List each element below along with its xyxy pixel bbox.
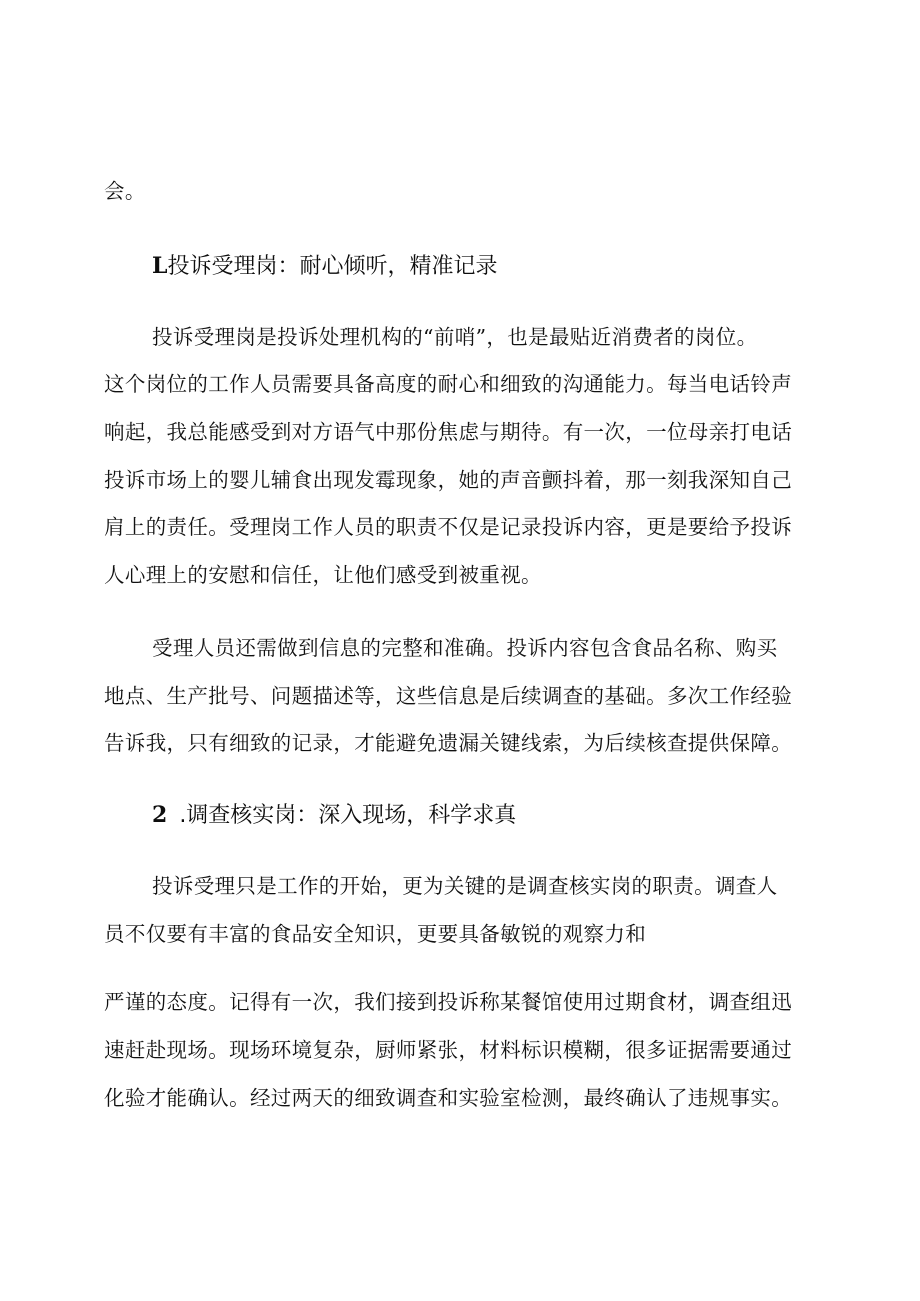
section-number-2: 2: [152, 802, 168, 828]
section-heading-1: [152, 250, 497, 283]
paragraph-line: 这个岗位的工作人员需要具备高度的耐心和细致的沟通能力。每当电话铃声: [104, 372, 793, 396]
section-heading-2: [152, 799, 516, 832]
paragraph-line: 速赶赴现场。现场环境复杂，厨师紧张，材料标识模糊，很多证据需要通过: [104, 1038, 793, 1062]
paragraph-line: 肩上的责任。受理岗工作人员的职责不仅是记录投诉内容，更是要给予投诉: [104, 515, 793, 539]
paragraph-line: 人心理上的安慰和信任，让他们感受到被重视。: [104, 563, 542, 587]
paragraph-line: 严谨的态度。记得有一次，我们接到投诉称某餐馆使用过期食材，调查组迅: [104, 990, 793, 1014]
section-title-2: .调查核实岗：深入现场，科学求真: [179, 803, 517, 828]
paragraph-line: 投诉受理只是工作的开始，更为关键的是调查核实岗的职责。调查人: [152, 874, 778, 898]
paragraph-line: 地点、生产批号、问题描述等，这些信息是后续调查的基础。多次工作经验: [104, 684, 793, 708]
paragraph-line: 投诉受理岗是投诉处理机构的“前哨”，也是最贴近消费者的岗位。: [152, 325, 758, 349]
paragraph-line: 响起，我总能感受到对方语气中那份焦虑与期待。有一次，一位母亲打电话: [104, 420, 793, 444]
paragraph-line: 投诉市场上的婴儿辅食出现发霉现象，她的声音颤抖着，那一刻我深知自己: [104, 468, 793, 492]
fragment-line: 会。: [104, 179, 146, 203]
paragraph-line: 员不仅要有丰富的食品安全知识，更要具备敏锐的观察力和: [104, 922, 647, 946]
paragraph-line: 化验才能确认。经过两天的细致调查和实验室检测，最终确认了违规事实。: [104, 1086, 793, 1110]
paragraph-line: 受理人员还需做到信息的完整和准确。投诉内容包含食品名称、购买: [152, 636, 778, 660]
paragraph-line: 告诉我，只有细致的记录，才能避免遗漏关键线索，为后续核查提供保障。: [104, 731, 793, 755]
section-number-1: L: [152, 253, 168, 279]
section-title-1: 投诉受理岗：耐心倾听，精准记录: [167, 254, 498, 279]
